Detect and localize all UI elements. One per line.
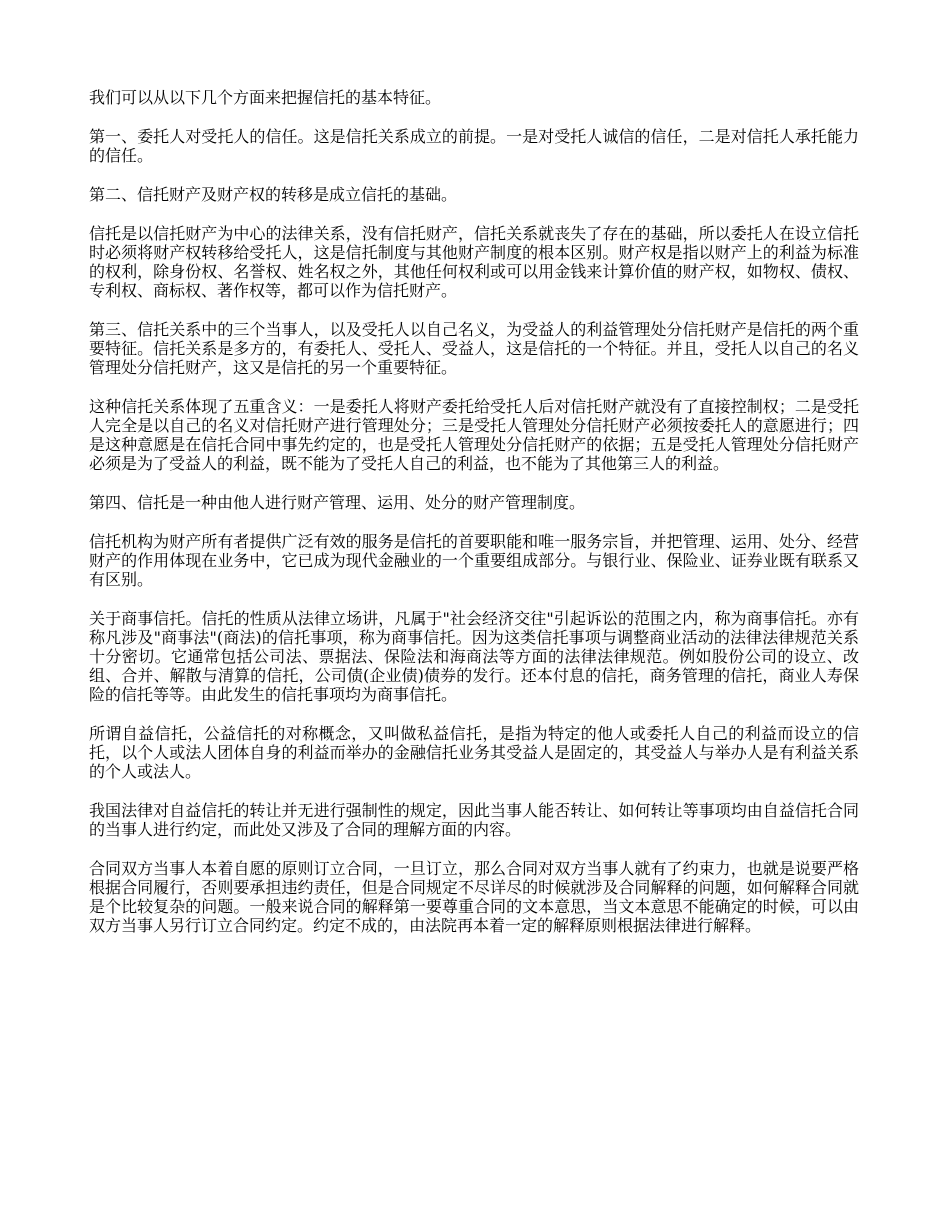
paragraph-point-four: 第四、信托是一种由他人进行财产管理、运用、处分的财产管理制度。 (89, 493, 586, 512)
paragraph-trust-property: 信托是以信托财产为中心的法律关系，没有信托财产，信托关系就丧失了存在的基础，所以委托人在设立信托时必须将财产权转移给受托人，这是信托制度与其他财产制度的根本区别。财产权是指以财产上的利益为标准的权利，除身份权、名誉权、姓名权之外，其他任何权利或可以用金钱来计算价值的财产权，如物权、债权、专利权、商标权、著作权等，都可以作为信托财产。 (89, 224, 859, 300)
paragraph-point-three: 第三、信托关系中的三个当事人，以及受托人以自己名义，为受益人的利益管理处分信托财产是信托的两个重要特征。信托关系是多方的，有委托人、受托人、受益人，这是信托的一个特征。并且，受托人以自己的名义管理处分信托财产，这又是信托的另一个重要特征。 (89, 320, 859, 377)
paragraph-point-one: 第一、委托人对受托人的信任。这是信托关系成立的前提。一是对受托人诚信的信任，二是对信托人承托能力的信任。 (89, 127, 859, 165)
paragraph-intro: 我们可以从以下几个方面来把握信托的基本特征。 (89, 88, 442, 107)
paragraph-trust-institutions: 信托机构为财产所有者提供广泛有效的服务是信托的首要职能和唯一服务宗旨，并把管理、运用、处分、经营财产的作用体现在业务中，它已成为现代金融业的一个重要组成部分。与银行业、保险业、证券业既有联系又有区别。 (89, 532, 859, 589)
paragraph-commercial-trust: 关于商事信托。信托的性质从法律立场讲，凡属于"社会经济交往"引起诉讼的范围之内，称为商事信托。亦有称凡涉及"商事法"(商法)的信托事项，称为商事信托。因为这类信托事项与调整商业活动的法律法律规范关系十分密切。它通常包括公司法、票据法、保险法和海商法等方面的法律法律规范。例如股份公司的设立、改组、合并、解散与清算的信托，公司债(企业债)债券的发行。还本付息的信托，商务管理的信托，商业人寿保险的信托等等。由此发生的信托事项均为商事信托。 (89, 609, 859, 704)
document-body (89, 88, 859, 955)
paragraph-five-meanings: 这种信托关系体现了五重含义：一是委托人将财产委托给受托人后对信托财产就没有了直接控制权；二是受托人完全是以自己的名义对信托财产进行管理处分；三是受托人管理处分信托财产必须按委托人的意愿进行；四是这种意愿是在信托合同中事先约定的，也是受托人管理处分信托财产的依据；五是受托人管理处分信托财产必须是为了受益人的利益，既不能为了受托人自己的利益，也不能为了其他第三人的利益。 (89, 397, 859, 473)
paragraph-transfer-law: 我国法律对自益信托的转让并无进行强制性的规定，因此当事人能否转让、如何转让等事项均由自益信托合同的当事人进行约定，而此处又涉及了合同的理解方面的内容。 (89, 801, 859, 839)
paragraph-self-benefit-trust: 所谓自益信托，公益信托的对称概念，又叫做私益信托，是指为特定的他人或委托人自己的利益而设立的信托，以个人或法人团体自身的利益而举办的金融信托业务其受益人是固定的，其受益人与举办人是有利益关系的个人或法人。 (89, 724, 859, 781)
paragraph-point-two: 第二、信托财产及财产权的转移是成立信托的基础。 (89, 185, 458, 204)
paragraph-contract-interpretation: 合同双方当事人本着自愿的原则订立合同，一旦订立，那么合同对双方当事人就有了约束力，也就是说要严格根据合同履行，否则要承担违约责任，但是合同规定不尽详尽的时候就涉及合同解释的问题，如何解释合同就是个比较复杂的问题。一般来说合同的解释第一要尊重合同的文本意思，当文本意思不能确定的时候，可以由双方当事人另行订立合同约定。约定不成的，由法院再本着一定的解释原则根据法律进行解释。 (89, 859, 859, 935)
